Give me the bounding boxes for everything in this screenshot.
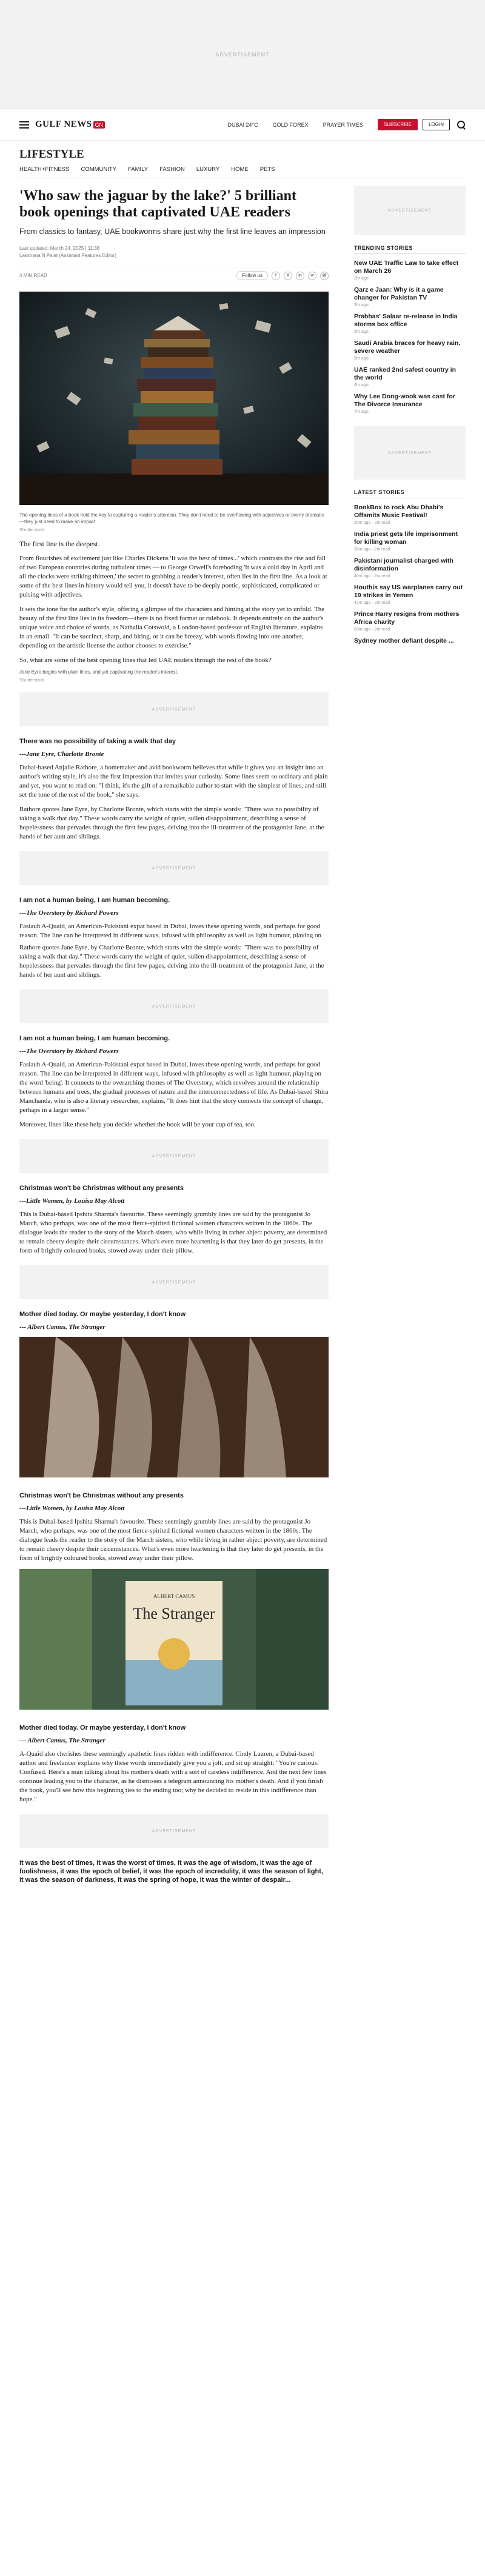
image-book-pages <box>19 1337 329 1477</box>
trending-item-title[interactable]: UAE ranked 2nd safest country in the world <box>354 366 457 381</box>
book-cover-author: ALBERT CAMUS <box>153 1593 195 1599</box>
article-main <box>19 178 329 1884</box>
latest-item-title[interactable]: BookBox to rock Abu Dhabi's Offsmits Music Festival! <box>354 504 444 519</box>
ad-label: ADVERTISEMENT <box>152 1004 196 1009</box>
quote-heading-2-duplicate: I am not a human being, I am human becoming. <box>19 897 170 904</box>
latest-item-title[interactable]: Sydney mother defiant despite ... <box>354 637 454 644</box>
quote-paragraph-2b: Moreover, lines like these help you decide whether the book will be your cup of tea, too. <box>19 1121 256 1128</box>
trending-item-age: 3hr ago <box>354 303 369 307</box>
ad-label: ADVERTISEMENT <box>152 1828 196 1833</box>
quote-paragraph-1b: Rathore quotes Jane Eyre, by Charlotte Bronte, which starts with the simple words: "There was no possibility of taking a walk that day." These words carry the weight of quiet, sullen disappointment, describing a sense of hopelessness that pervades through the first few pages, delving into the ill-treatment of the protagonist Jane, at the hands of her aunt and siblings. <box>19 806 324 840</box>
section-subnav <box>19 161 466 178</box>
sidebar-ad-1 <box>354 186 466 235</box>
quote-heading-3-repeat: Christmas won't be Christmas without any presents <box>19 1492 184 1499</box>
trending-item-age: 6hr ago <box>354 383 369 387</box>
trending-item[interactable] <box>354 313 466 334</box>
article-lede: The first line is the deepest. <box>19 540 100 548</box>
inline-ad-1 <box>19 692 329 726</box>
quote-source-2-duplicate: ---The Overstory by Richard Powers <box>19 909 119 917</box>
quote-heading-4: Mother died today. Or maybe yesterday, I don't know <box>19 1311 186 1318</box>
trending-item[interactable] <box>354 259 466 281</box>
hero-caption: The opening lines of a book hold the key to capturing a reader's attention. They don't need to be overflowing with adjectives or overly dramatic—they just need to make an impact. <box>19 512 324 524</box>
latest-item-age: 20m ago · 2m read <box>354 521 390 525</box>
trending-title: TRENDING STORIES <box>354 245 466 254</box>
latest-item-title[interactable]: Pakistani journalist charged with disinformation <box>354 557 453 572</box>
article-headline: 'Who saw the jaguar by the lake?' 5 brilliant book openings that captivated UAE readers <box>19 188 296 220</box>
ad-label: ADVERTISEMENT <box>152 707 196 712</box>
read-time: 4 MIN READ <box>19 273 47 278</box>
ad-label: ADVERTISEMENT <box>387 450 432 455</box>
latest-item[interactable] <box>354 557 466 578</box>
trending-item[interactable] <box>354 366 466 387</box>
subnav-family[interactable]: FAMILY <box>128 166 149 173</box>
ad-label: ADVERTISEMENT <box>387 208 432 213</box>
ad-label: ADVERTISEMENT <box>215 51 270 58</box>
trending-item-age: 7hr ago <box>354 410 369 414</box>
quote-heading-2: I am not a human being, I am human becoming. <box>19 1035 170 1042</box>
quote-source-3: ---Little Women, by Louisa May Alcott <box>19 1197 125 1205</box>
ad-label: ADVERTISEMENT <box>152 866 196 871</box>
subscribe-button[interactable]: SUBSCRIBE <box>378 119 418 130</box>
quote-paragraph-3: This is Dubai-based Ipshita Sharma's favourite. These seemingly grumbly lines are said by the protagonist Jo March, who perhaps, was one of the most fierce-spirited fictional women characters written in the 1860s. The dialogue leads the reader to the story of the March sisters, who while living in rather abject poverty, are determined to remain cheery despite their circumstances. What's even more heartening is that they later do get presents, in the form of brightly coloured books, stowed away under their pillow. <box>19 1211 327 1254</box>
trending-item-title[interactable]: Saudi Arabia braces for heavy rain, severe weather <box>354 340 461 355</box>
image-caption-2: Jane Eyre begins with plain lines, and yet captivating the reader's interest. <box>19 669 179 675</box>
article-dek: From classics to fantasy, UAE bookworms share just why the first line leaves an impression <box>19 227 326 236</box>
quote-paragraph-1b-duplicate: Rathore quotes Jane Eyre, by Charlotte Bronte, which starts with the simple words: "There was no possibility of taking a walk that day." These words carry the weight of quiet, sullen disappointment, describing a sense of hopelessness that pervades through the first few pages, delving into the ill-treatment of the protagonist Jane, at the hands of her aunt and siblings. <box>19 944 324 979</box>
search-icon[interactable] <box>457 121 466 129</box>
quote-paragraph-2-duplicate: Fasiauh A-Quaid, an American-Pakistani expat based in Dubai, loves these opening words, and perhaps for good reason. The line can be interpreted in different ways, infused with philosophy as well as light humour, playing on <box>19 923 322 938</box>
quote-heading-3: Christmas won't be Christmas without any presents <box>19 1185 184 1192</box>
quote-source-4: --- Albert Camus, The Stranger <box>19 1323 105 1331</box>
article-paragraph-3: So, what are some of the best opening lines that led UAE readers through the rest of the book? <box>19 657 272 664</box>
quote-source-4-repeat: --- Albert Camus, The Stranger <box>19 1737 105 1744</box>
latest-item[interactable] <box>354 611 466 632</box>
inline-ad-3 <box>19 989 329 1023</box>
trending-item-title[interactable]: New UAE Traffic Law to take effect on March 26 <box>354 259 459 275</box>
email-icon[interactable]: @ <box>320 272 329 280</box>
logo-badge: GN <box>93 121 105 129</box>
latest-item-age: 50m ago · 2m read <box>354 627 390 632</box>
latest-item-title[interactable]: Houthis say US warplanes carry out 19 strikes in Yemen <box>354 584 463 599</box>
top-ad-banner <box>0 0 485 109</box>
inline-ad-6 <box>19 1814 329 1848</box>
updated-timestamp: Last updated: March 24, 2025 | 11:38 <box>19 246 100 251</box>
subnav-health-fitness[interactable]: HEALTH+FITNESS <box>19 166 70 173</box>
trending-item-age: 2hr ago <box>354 276 369 281</box>
quote-paragraph-2a: Fasiauh A-Quaid, an American-Pakistani expat based in Dubai, loves these opening words, and perhaps for good reason. The line can be interpreted in different ways, infused with philosophy as well as light humour, playing on the word 'being'. It connects to the overarching themes of The Overstory, which revolves around the relationship between humans and trees, the gradual processes of nature and the interconnectedness of life. As Dubai-based Shira Manchanda, who is also a literary researcher, explains, "It does hint that the story connects the concept of change, perhaps in a larger sense." <box>19 1061 329 1114</box>
trending-item-title[interactable]: Why Lee Dong-wook was cast for The Divorce Insurance <box>354 393 455 408</box>
trending-item[interactable] <box>354 340 466 361</box>
latest-title: LATEST STORIES <box>354 489 466 498</box>
quote-paragraph-4: A-Quaid also cherishes these seemingly apathetic lines ridden with indifference. Cindy Lauren, a Dubai-based author and freelancer explains why these words immediately give you a jolt, and sit up straight: "You're curious. Confused. Here's a man talking about his mother's death with a sort of careless indifference. And the next few lines continue leading you to the character, as he dismisses a telegram announcing his mother's death. And if you finish the book, you'll see how this beginning ties to the ending too; why he decided to reside in this indifference than hope." <box>19 1750 327 1803</box>
latest-item-age: 40m ago · 2m read <box>354 574 390 578</box>
share-bar <box>19 267 329 284</box>
subnav-pets[interactable]: PETS <box>259 166 275 173</box>
section-header <box>0 148 485 178</box>
hero-credit: Shutterstock <box>19 527 45 532</box>
quote-source-1: ---Jane Eyre, Charlotte Bronte <box>19 751 104 758</box>
quote-source-3-repeat: ---Little Women, by Louisa May Alcott <box>19 1505 125 1512</box>
subnav-fashion[interactable]: FASHION <box>159 166 185 173</box>
article-meta <box>19 245 329 259</box>
inline-ad-2 <box>19 851 329 885</box>
weather-link[interactable]: DUBAI 24°C <box>227 121 258 128</box>
whatsapp-icon[interactable]: w <box>308 272 316 280</box>
ad-label: ADVERTISEMENT <box>152 1280 196 1285</box>
quote-source-2: ---The Overstory by Richard Powers <box>19 1048 119 1055</box>
subnav-luxury[interactable]: LUXURY <box>196 166 220 173</box>
image-credit-2: Shutterstock <box>19 677 45 683</box>
latest-item-age: 42m ago · 2m read <box>354 601 390 605</box>
prayer-times-link[interactable]: PRAYER TIMES <box>323 121 363 128</box>
latest-item-title[interactable]: India priest gets life imprisonment for killing woman <box>354 530 458 546</box>
latest-item[interactable] <box>354 530 466 552</box>
author-byline[interactable]: Lakshana N Palat (Assistant Features Editor) <box>19 253 117 258</box>
sidebar-ad-2 <box>354 426 466 480</box>
latest-item-title[interactable]: Prince Harry resigns from mothers Africa charity <box>354 611 460 626</box>
login-button[interactable]: LOGIN <box>423 119 450 130</box>
trending-item-title[interactable]: Prabhas' Salaar re-release in India storms box office <box>354 313 458 328</box>
quote-heading-5: It was the best of times, it was the worst of times, it was the age of wisdom, it was the age of foolishness, it was the epoch of belief, it was the epoch of incredulity, it was the season of light, it was the season of darkness, it was the spring of hope, it was the winter of despair... <box>19 1859 323 1884</box>
facebook-icon[interactable]: f <box>272 272 280 280</box>
site-logo[interactable]: GULF NEWS <box>35 119 92 129</box>
section-title[interactable]: LIFESTYLE <box>19 148 84 161</box>
book-cover-title: The Stranger <box>133 1605 215 1622</box>
latest-item[interactable] <box>354 504 466 525</box>
article-paragraph-2: It sets the tone for the author's style, offering a glimpse of the characters and hinting at the story yet to unfold. The beauty of the first line lies in its freedom—there is no fixed format or rulebook. It depends entirely on the author's unique voice and choice of words, as Nathalia Cotswold, a London-based professor of English literature, explains in an email. "It can be succinct, sharp, and biting, or it can be breezy, with words flowing into one another, depending on the artistic license the author chooses to exercise." <box>19 606 325 649</box>
follow-button[interactable]: Follow us <box>236 271 268 280</box>
hamburger-menu-icon[interactable] <box>19 119 29 130</box>
latest-item[interactable] <box>354 637 466 645</box>
inline-ad-5 <box>19 1265 329 1299</box>
latest-item[interactable] <box>354 584 466 605</box>
trending-item-age: 5hr ago <box>354 330 369 334</box>
linkedin-icon[interactable]: in <box>296 272 304 280</box>
subnav-community[interactable]: COMMUNITY <box>81 166 117 173</box>
subnav-home[interactable]: HOME <box>231 166 249 173</box>
inline-ad-4 <box>19 1139 329 1173</box>
latest-item-age: 35m ago · 2m read <box>354 547 390 552</box>
sidebar <box>354 178 466 1884</box>
trending-item[interactable] <box>354 393 466 414</box>
quote-paragraph-1a: Dubai-based Anjalie Rathore, a homemaker and avid bookworm believes that while it gives you an insight into an author's writing style, it's also the first impression that invites your curiosity. Some lines seem so ordinary and plain and yet, you want to read on: "I think, it's the gift of a remarkable author to start with the simplest of lines, and still set the tone of the rest of the book," she says. <box>19 764 328 798</box>
trending-item-age: 5hr ago <box>354 356 369 361</box>
trending-item-title[interactable]: Qarz e Jaan: Why is it a game changer for Pakistan TV <box>354 286 444 301</box>
quote-paragraph-3-repeat: This is Dubai-based Ipshita Sharma's favourite. These seemingly grumbly lines are said by the protagonist Jo March, who perhaps, was one of the most fierce-spirited fictional women characters written in the 1860s. The dialogue leads the reader to the story of the March sisters, who while living in rather abject poverty, are determined to remain cheery despite their circumstances. What's even more heartening is that they later do get presents, in the form of brightly coloured books, stowed away under their pillow. <box>19 1518 327 1562</box>
image-the-stranger-cover <box>19 1569 329 1710</box>
article-paragraph-1: From flourishes of excitement just like Charles Dickens 'It was the best of times...' which contrasts the rise and fall of two European countries during turbulent times — to George Orwell's foreboding 'It was a cold day in April and all the clocks were striking thirteen,' the secret to grabbing a reader's interest, often lies in the first line. As a look at some of the best lines in history would tell you, it doesn't have to be deeply poetic, sophisticated, complicated or pulsing with adjectives. <box>19 555 327 598</box>
trending-item[interactable] <box>354 286 466 307</box>
quote-heading-4-repeat: Mother died today. Or maybe yesterday, I don't know <box>19 1724 186 1731</box>
site-header <box>0 109 485 141</box>
hero-image-books <box>19 292 329 505</box>
ad-label: ADVERTISEMENT <box>152 1154 196 1159</box>
x-icon[interactable]: X <box>284 272 292 280</box>
quote-heading-1: There was no possibility of taking a walk that day <box>19 738 176 745</box>
gold-forex-link[interactable]: GOLD FOREX <box>272 121 309 128</box>
